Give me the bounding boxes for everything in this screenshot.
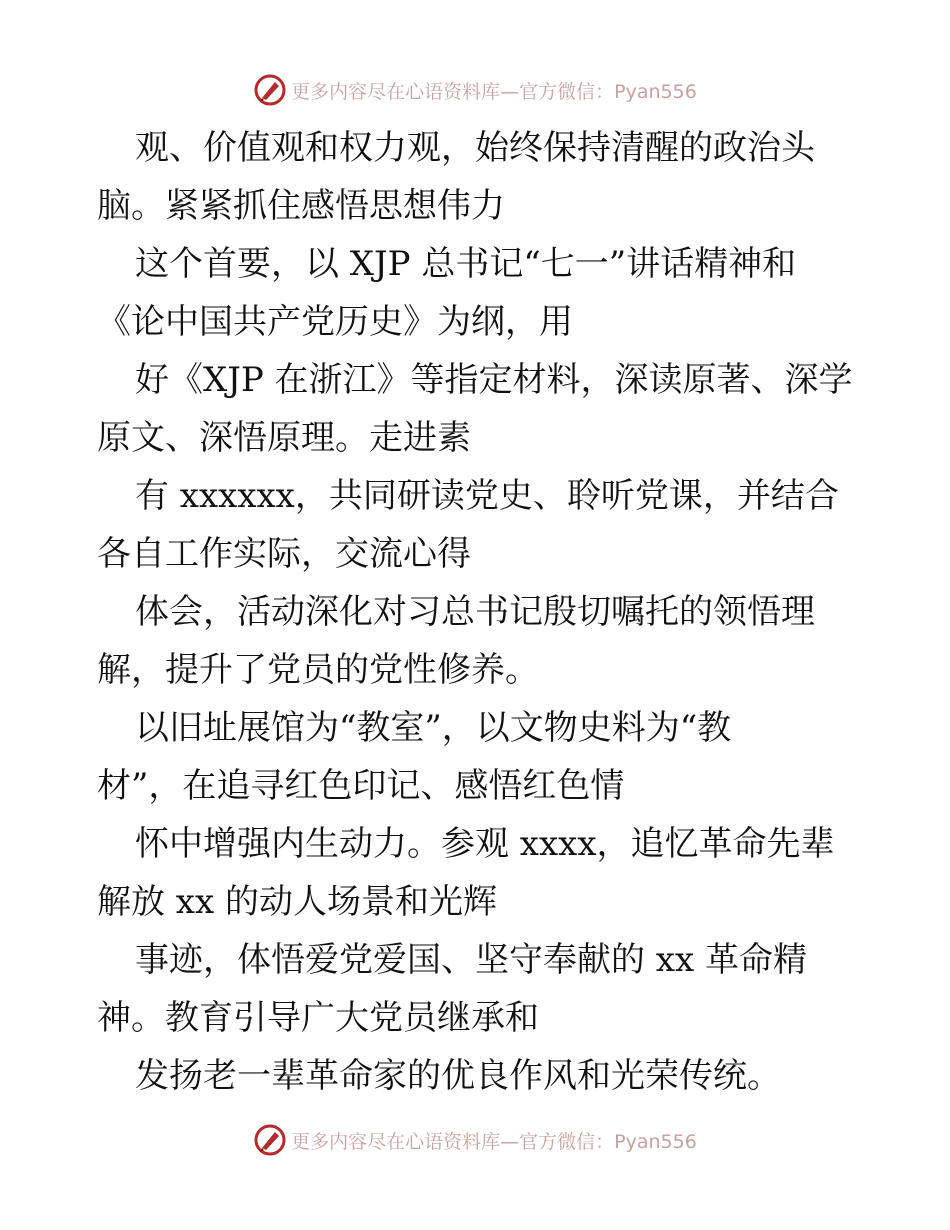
- text-line: 发扬老一辈革命家的优良作风和光荣传统。: [135, 1056, 781, 1096]
- text-line: 脑。紧紧抓住感悟思想伟力: [97, 186, 505, 226]
- text-line: 体会，活动深化对习总书记殷切嘱托的领悟理: [135, 592, 815, 632]
- pen-logo-icon: [253, 1123, 287, 1157]
- text-line: 有 xxxxxx，共同研读党史、聆听党课，并结合: [135, 476, 839, 516]
- text-line: 这个首要，以 XJP 总书记“七一”讲话精神和: [135, 244, 797, 284]
- footer-banner: [0, 1120, 950, 1160]
- text-line: 怀中增强内生动力。参观 xxxx，追忆革命先辈: [135, 824, 835, 864]
- text-line: 观、价值观和权力观，始终保持清醒的政治头: [135, 128, 815, 168]
- text-line: 事迹，体悟爱党爱国、坚守奉献的 xx 革命精: [135, 940, 807, 980]
- footer-banner-text: 更多内容尽在心语资料库—官方微信：Pyan556: [291, 1130, 697, 1153]
- text-line: 好《XJP 在浙江》等指定材料，深读原著、深学: [135, 360, 853, 400]
- text-line: 各自工作实际，交流心得: [97, 534, 471, 574]
- document-body: [97, 124, 877, 1110]
- text-line: 材”，在追寻红色印记、感悟红色情: [97, 766, 625, 806]
- text-line: 解放 xx 的动人场景和光辉: [97, 882, 497, 922]
- text-line: 解，提升了党员的党性修养。: [97, 650, 539, 690]
- header-banner: [0, 70, 950, 110]
- text-line: 《论中国共产党历史》为纲，用: [97, 302, 573, 342]
- header-banner-text: 更多内容尽在心语资料库—官方微信：Pyan556: [291, 80, 697, 103]
- text-line: 以旧址展馆为“教室”，以文物史料为“教: [135, 708, 732, 748]
- text-line: 原文、深悟原理。走进素: [97, 418, 471, 458]
- pen-logo-icon: [253, 73, 287, 107]
- text-line: 神。教育引导广大党员继承和: [97, 998, 539, 1038]
